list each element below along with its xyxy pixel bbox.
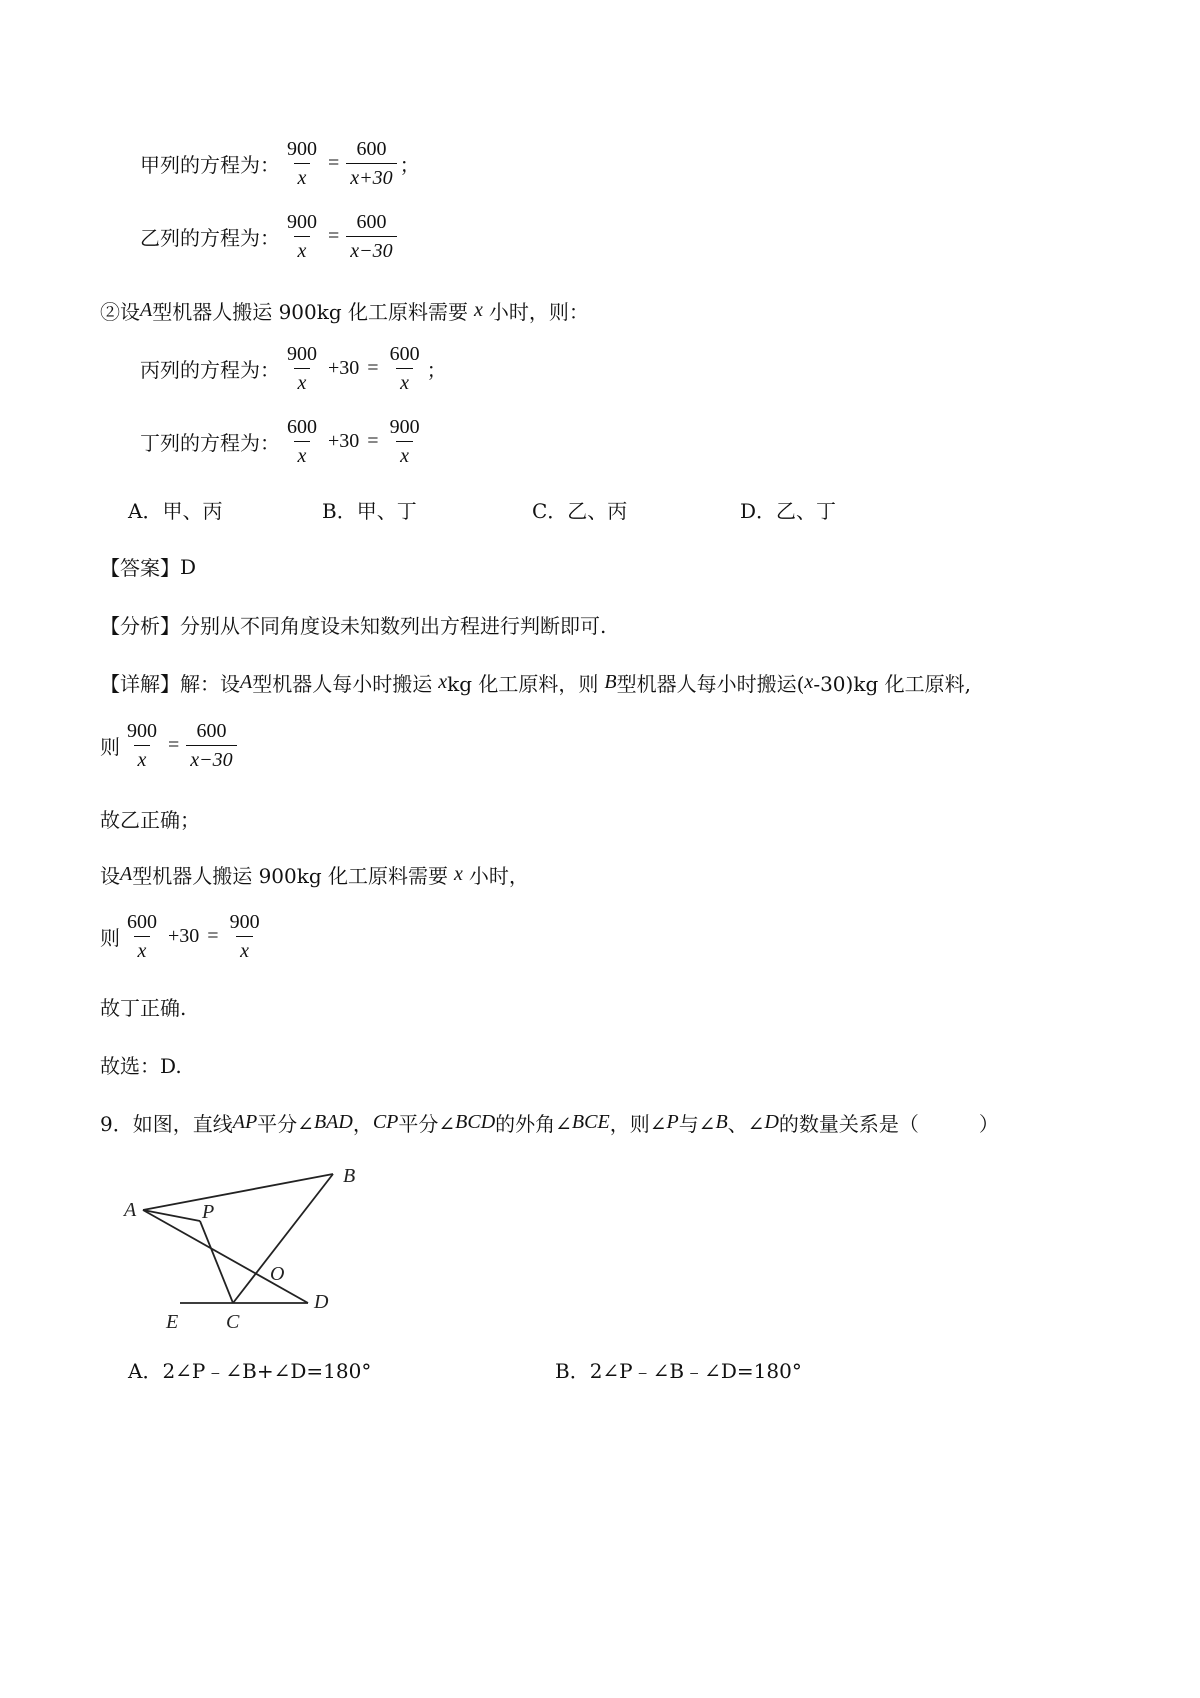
- geometry-figure: [118, 1158, 398, 1338]
- label-o: O: [270, 1263, 285, 1285]
- q9-option-b: B．2∠P﹣∠B﹣∠D=180°: [555, 1359, 802, 1383]
- equals-sign: =: [367, 430, 379, 452]
- fraction: $\frac{600}{x-30}$: [186, 720, 236, 771]
- analysis-line: 【分析】 分别从不同角度设未知数列出方程进行判断即可.: [100, 614, 607, 638]
- q8-option-c: C．乙、丙: [532, 499, 628, 523]
- set-2-line: 设 A 型机器人搬运 900kg 化工原料需要 x 小时，: [100, 863, 529, 888]
- question-9: 9．如图，直线 AP 平分∠ BAD ， CP 平分∠ BCD 的外角∠ BCE ，则∠ P 与∠ B 、∠ D 的数量关系是（ ）: [100, 1111, 999, 1136]
- equals-sign: =: [328, 152, 340, 174]
- equation-2: 则 $\frac{600}{x}$ +30 = $\frac{900}{x}$: [100, 911, 267, 962]
- ding-label: 丁列的方程为：: [140, 431, 280, 455]
- label-b: B: [343, 1165, 356, 1187]
- equation-jia: 甲列的方程为： $\frac{900}{x}$ = $\frac{600}{x+30}$ ；: [140, 138, 420, 189]
- fraction: $\frac{900}{x}$: [287, 211, 317, 262]
- fraction: $\frac{900}{x}$: [287, 138, 317, 189]
- q9-option-a: A．2∠P﹣∠B+∠D=180°: [128, 1359, 372, 1383]
- segment-pc: [200, 1221, 233, 1303]
- equation-1: 则 $\frac{900}{x}$ = $\frac{600}{x-30}$: [100, 720, 240, 771]
- segment-ab: [143, 1174, 333, 1210]
- fraction: $\frac{900}{x}$: [229, 911, 260, 962]
- label-p: P: [202, 1201, 215, 1223]
- fraction: $\frac{600}{x}$: [287, 416, 317, 467]
- equation-ding: 丁列的方程为： $\frac{600}{x}$ +30 = $\frac{900}{x}$: [140, 416, 427, 467]
- label-e: E: [166, 1311, 179, 1333]
- segment-ad: [143, 1210, 308, 1303]
- fraction: $\frac{600}{x}$: [127, 911, 157, 962]
- yi-label: 乙列的方程为：: [140, 226, 280, 250]
- fraction: $\frac{900}{x}$: [287, 343, 317, 394]
- label-a: A: [124, 1199, 137, 1221]
- conclusion-2: 故丁正确.: [100, 996, 187, 1020]
- equation-yi: [140, 211, 400, 262]
- equation-bing: 丙列的方程为： $\frac{900}{x}$ +30 = $\frac{600}{x}$ ；: [140, 343, 447, 394]
- equals-sign: =: [328, 225, 340, 247]
- jia-label: 甲列的方程为：: [140, 153, 280, 177]
- q8-option-a: A．甲、丙: [128, 499, 223, 523]
- bing-label: 丙列的方程为：: [140, 358, 280, 382]
- q8-option-d: D．乙、丁: [740, 499, 837, 523]
- detail-line: 【详解】 解：设 A 型机器人每小时搬运 x kg 化工原料，则 B 型机器人每小时搬运( x -30)kg 化工原料,: [100, 671, 971, 696]
- fraction: $\frac{600}{x}$: [389, 343, 420, 394]
- equals-sign: =: [207, 925, 219, 947]
- label-d: D: [314, 1291, 329, 1313]
- fraction: $\frac{600}{x-30}$: [346, 211, 396, 262]
- q8-option-b: B．甲、丁: [322, 499, 417, 523]
- fraction: $\frac{900}{x}$: [127, 720, 157, 771]
- equals-sign: =: [367, 357, 379, 379]
- conclusion-1: 故乙正确；: [100, 808, 200, 832]
- label-c: C: [226, 1311, 240, 1333]
- fraction: $\frac{600}{x+30}$: [346, 138, 396, 189]
- step-2: ②设 A 型机器人搬运 900kg 化工原料需要 x 小时，则：: [100, 299, 589, 324]
- equals-sign: =: [168, 734, 180, 756]
- choose-line: 故选：D.: [100, 1054, 182, 1078]
- fraction: $\frac{900}{x}$: [389, 416, 420, 467]
- answer-line: 【答案】 D: [100, 554, 197, 580]
